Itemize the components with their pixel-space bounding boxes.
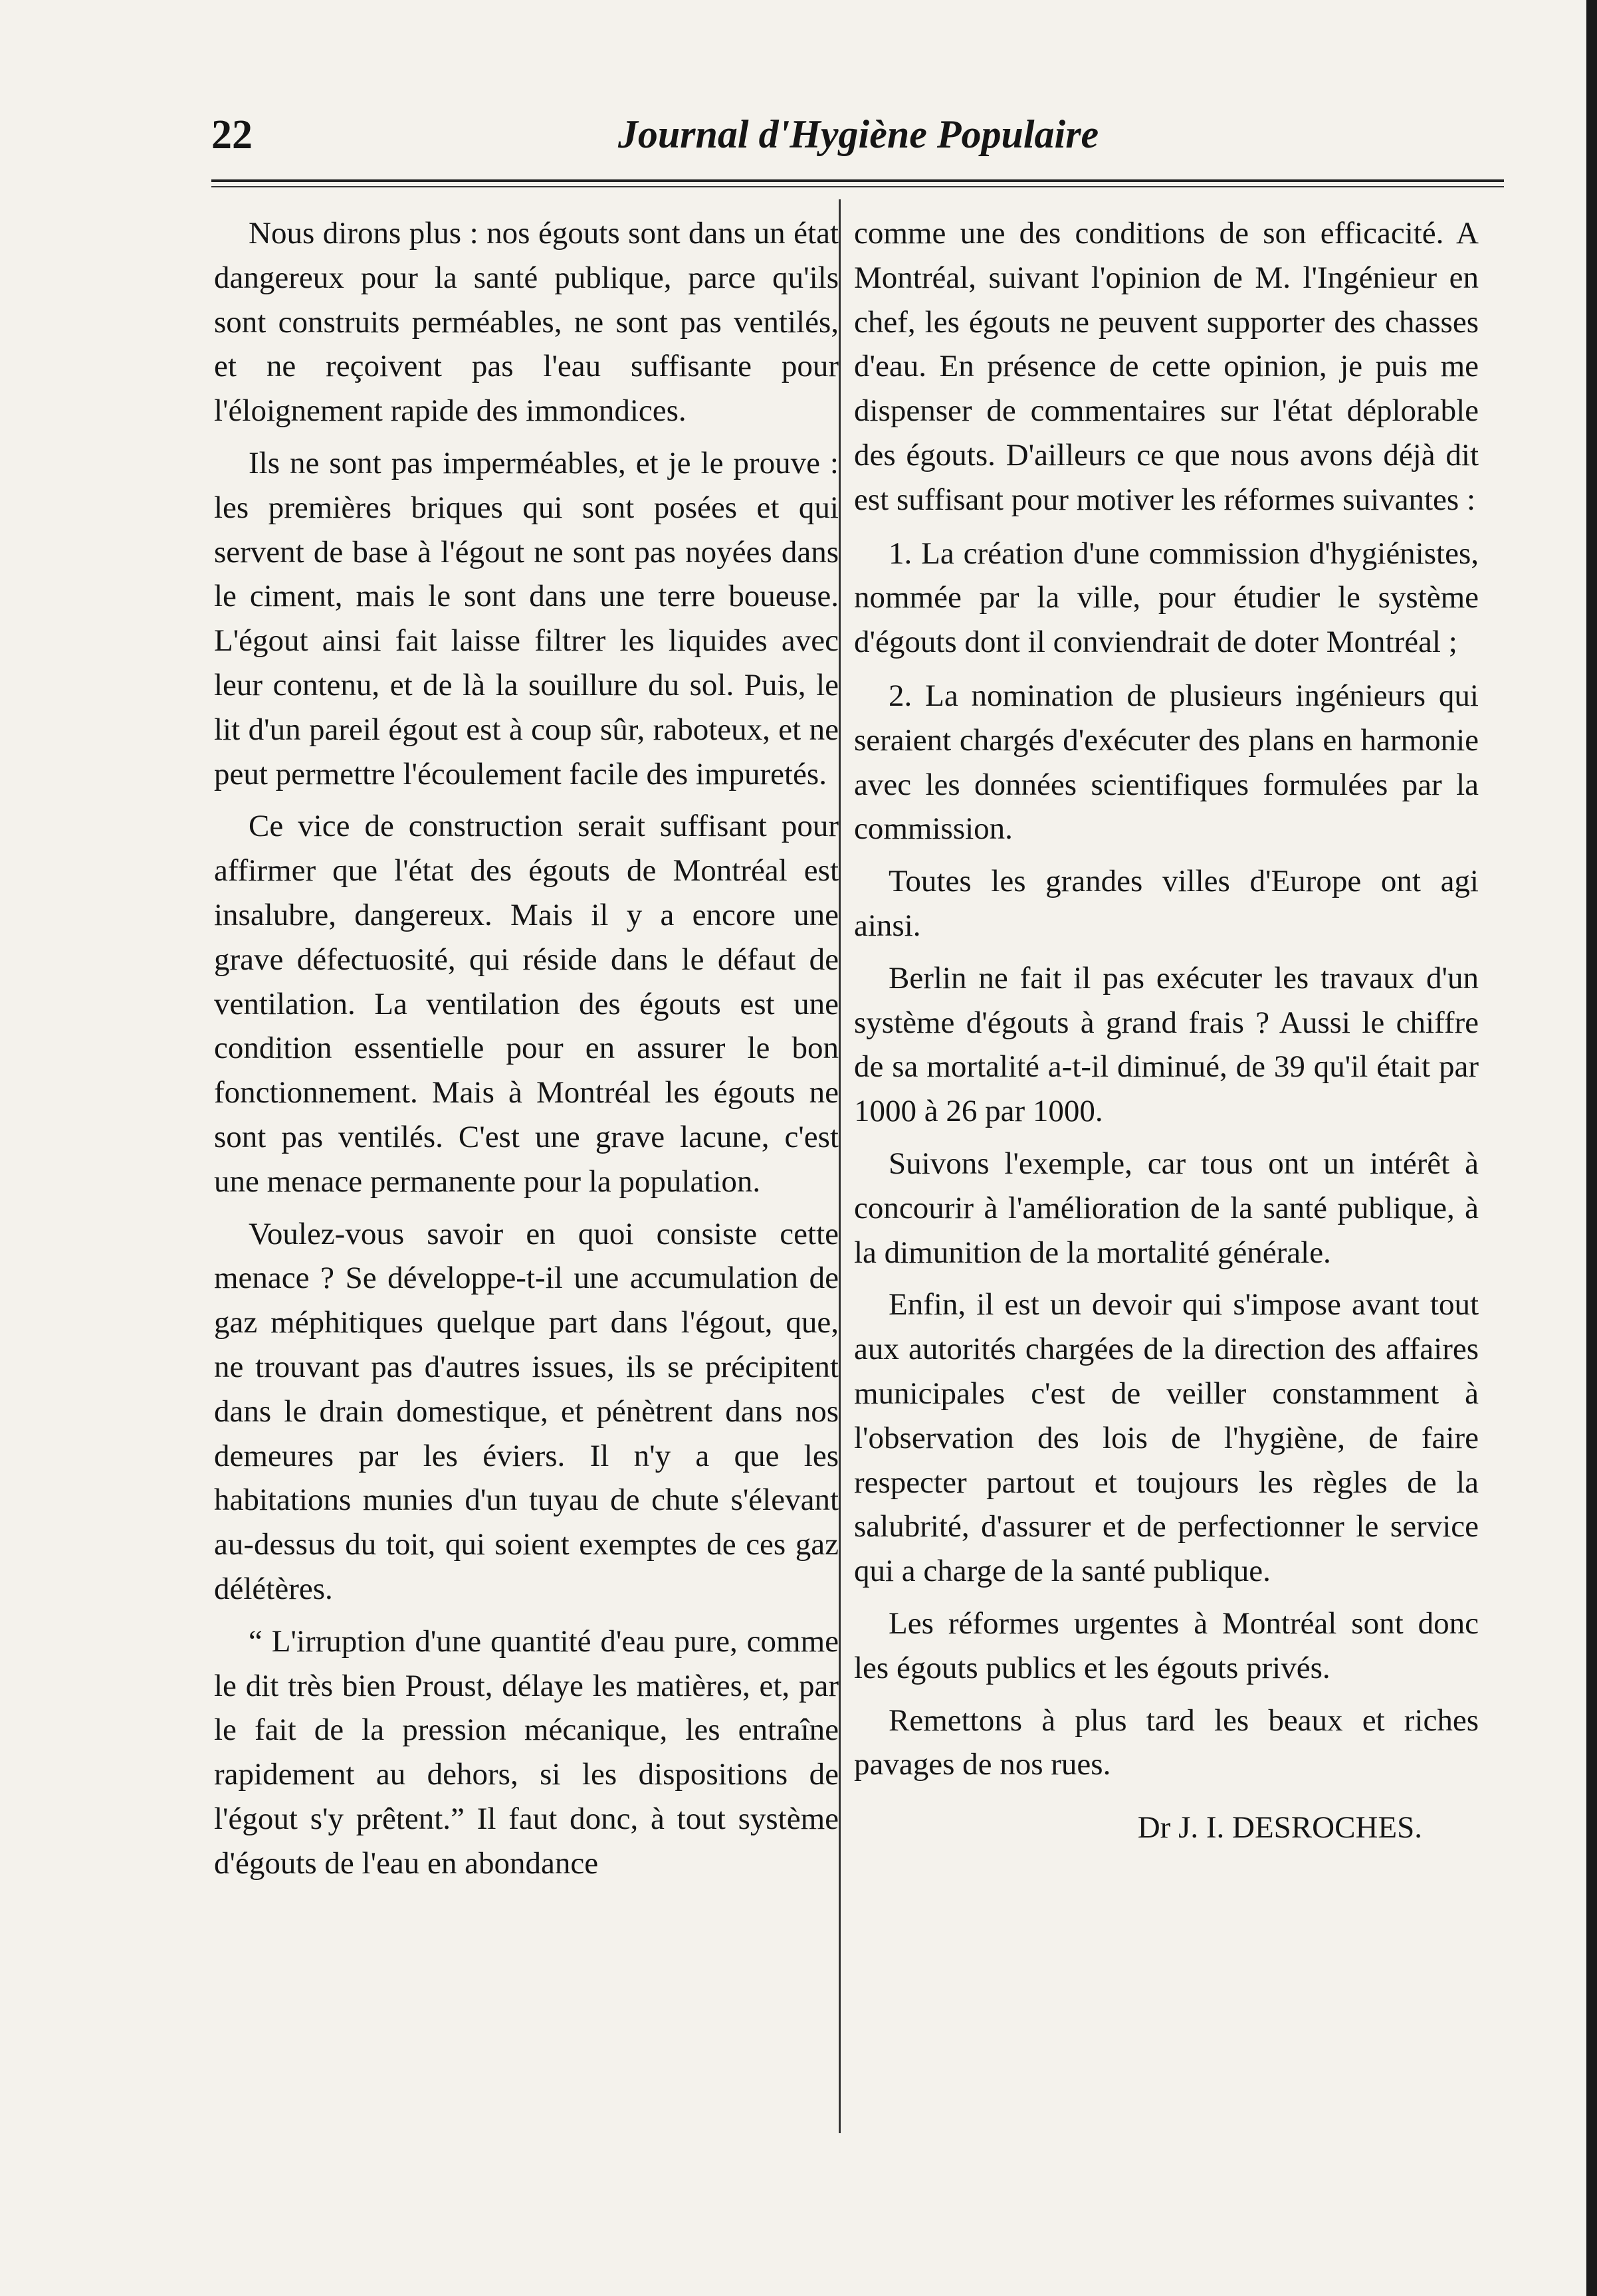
page-header — [199, 112, 1517, 165]
paragraph: Ce vice de construction serait suffisant pour affirmer que l'état des égouts de Montréal est insalubre, dangereux. Mais il y a encore une grave défectuosité, qui réside dans le défaut de ventilation. La ventilation des égouts est une condition essentielle pour en assurer le bon fonctionnement. Mais à Montréal les égouts ne sont pas ventilés. C'est une grave lacune, c'est une menace permanente pour la population. — [214, 809, 839, 1199]
paragraph: Remettons à plus tard les beaux et riches pavages de nos rues. — [854, 1703, 1479, 1782]
running-title: Journal d'Hygiène Populaire — [617, 112, 1099, 156]
header-rule — [211, 179, 1504, 187]
paragraph: “ L'irruption d'une quantité d'eau pure, comme le dit très bien Proust, délaye les matières, et, par le fait de la pression mécanique, les entraîne rapidement au dehors, si les dispositions de l'égout s'y prêtent.” Il faut donc, à tout système d'égouts de l'eau en abondance — [214, 1623, 839, 1881]
paragraph: Berlin ne fait il pas exécuter les travaux d'un système d'égouts à grand frais ? Aussi le chiffre de sa mortalité a-t-il diminué, de 39 qu'il était par 1000 à 26 par 1000. — [854, 960, 1479, 1129]
paragraph: Les réformes urgentes à Montréal sont donc les égouts publics et les égouts privés. — [854, 1606, 1479, 1685]
column-divider — [839, 199, 841, 2133]
paragraph: Voulez-vous savoir en quoi consiste cette menace ? Se développe-t-il une accumulation de gaz méphitiques quelque part dans l'égout, que, ne trouvant pas d'autres issues, ils se précipitent dans le drain domestique, et pénètrent dans nos demeures par les éviers. Il n'y a que les habitations munies d'un tuyau de chute s'élevant au-dessus du toit, qui soient exemptes de ces gaz délétères. — [214, 1216, 839, 1606]
paragraph: Ils ne sont pas imperméables, et je le prouve : les premières briques qui sont posées et qui servent de base à l'égout ne sont pas noyées dans le ciment, mais le sont dans une terre boueuse. L'égout ainsi fait laisse filtrer les liquides avec leur contenu, et de là la souillure du sol. Puis, le lit d'un pareil égout est à coup sûr, raboteux, et ne peut permettre l'écoulement facile des impuretés. — [214, 445, 839, 791]
paragraph: Nous dirons plus : nos égouts sont dans un état dangereux pour la santé publique, parce qu'ils sont construits perméables, ne sont pas ventilés, et ne reçoivent pas l'eau suffisante pour l'éloignement rapide des immondices. — [214, 216, 839, 429]
paragraph: Suivons l'exemple, car tous ont un intérêt à concourir à l'amélioration de la santé publique, à la dimunition de la mortalité générale. — [854, 1146, 1479, 1270]
page-edge — [1586, 0, 1597, 2296]
page-number: 22 — [211, 112, 253, 157]
right-column — [854, 211, 1479, 1850]
paragraph: Toutes les grandes villes d'Europe ont agi ainsi. — [854, 864, 1479, 943]
left-column — [214, 211, 839, 1885]
author-signature: Dr J. I. DESROCHES. — [1137, 1810, 1422, 1845]
paragraph: Enfin, il est un devoir qui s'impose avant tout aux autorités chargées de la direction des affaires municipales c'est de veiller constamment à l'observation des lois de l'hygiène, de faire respecter partout et toujours les règles de la salubrité, d'assurer et de perfectionner le service qui a charge de la santé publique. — [854, 1287, 1479, 1589]
list-item: 2. La nomination de plusieurs ingénieurs qui seraient chargés d'exécuter des plans en harmonie avec les données scientifiques formulées par la commission. — [854, 678, 1479, 847]
paragraph: comme une des conditions de son efficacité. A Montréal, suivant l'opinion de M. l'Ingénieur en chef, les égouts ne peuvent supporter des chasses d'eau. En présence de cette opinion, je puis me dispenser de commentaires sur l'état déplorable des égouts. D'ailleurs ce que nous avons déjà dit est suffisant pour motiver les réformes suivantes : — [854, 216, 1479, 517]
list-item: 1. La création d'une commission d'hygiénistes, nommée par la ville, pour étudier le système d'égouts dont il conviendrait de doter Montréal ; — [854, 536, 1479, 660]
